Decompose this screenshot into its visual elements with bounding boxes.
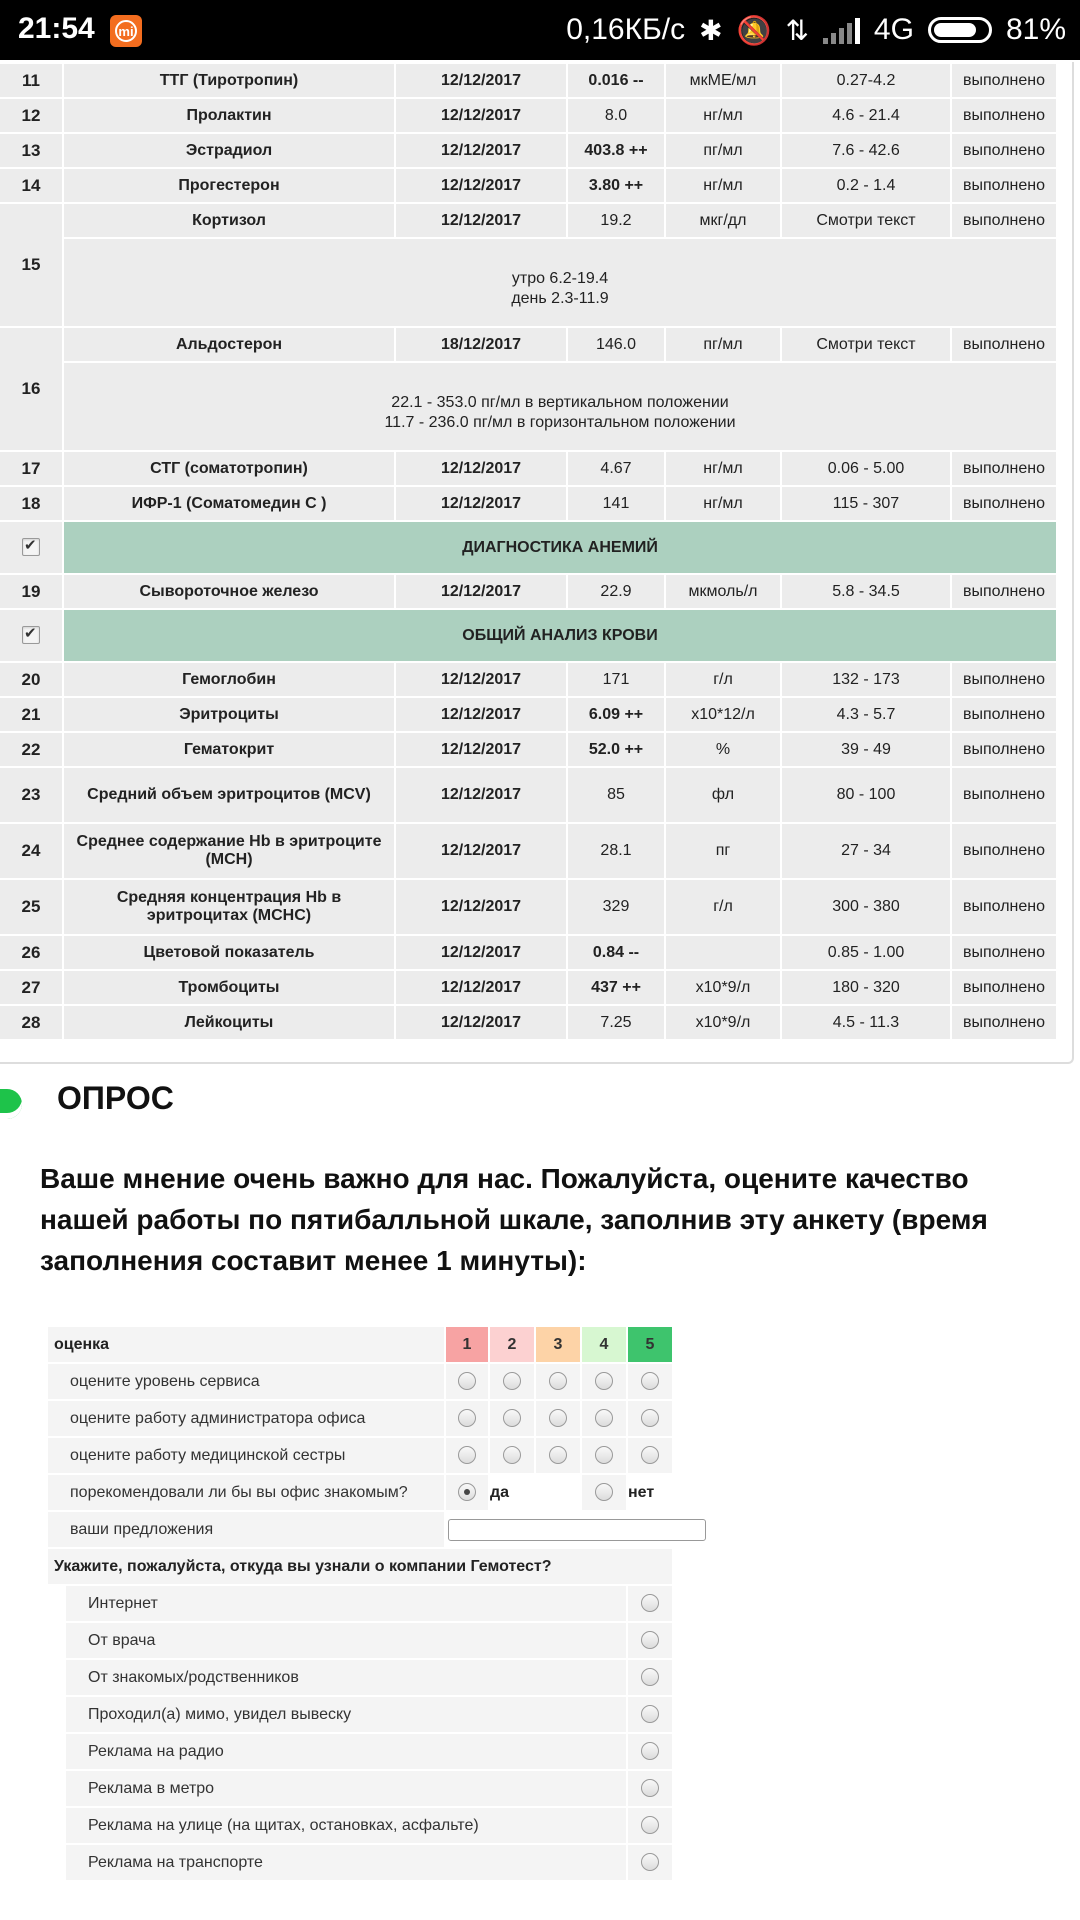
survey-title: ОПРОС <box>57 1080 174 1116</box>
test-reference: 0.06 - 5.00 <box>782 452 950 485</box>
test-date: 12/12/2017 <box>396 698 566 731</box>
note-line: день 2.3-11.9 <box>511 289 609 307</box>
table-row <box>0 487 1056 520</box>
test-status: выполнено <box>952 768 1056 822</box>
rating-radio-2[interactable] <box>503 1409 521 1427</box>
test-date: 12/12/2017 <box>396 936 566 969</box>
test-status: выполнено <box>952 733 1056 766</box>
recommend-yes-radio[interactable] <box>458 1483 476 1501</box>
rating-cell <box>446 1364 488 1399</box>
test-unit: фл <box>666 768 780 822</box>
scale-4: 4 <box>582 1327 626 1362</box>
source-option-row <box>48 1623 672 1658</box>
test-name: Эритроциты <box>64 698 394 731</box>
test-reference: Смотри текст <box>782 328 950 361</box>
section-row <box>0 610 1056 661</box>
table-row <box>0 328 1056 361</box>
section-title: ДИАГНОСТИКА АНЕМИЙ <box>64 522 1056 573</box>
rating-radio-1[interactable] <box>458 1372 476 1390</box>
source-radio[interactable] <box>641 1853 659 1871</box>
source-question: Укажите, пожалуйста, откуда вы узнали о компании Гемотест? <box>48 1549 672 1584</box>
battery-icon <box>928 17 992 43</box>
source-radio[interactable] <box>641 1816 659 1834</box>
row-number: 20 <box>0 663 62 696</box>
test-date: 12/12/2017 <box>396 768 566 822</box>
section-checkbox-cell <box>0 610 62 661</box>
test-status: выполнено <box>952 99 1056 132</box>
test-date: 12/12/2017 <box>396 487 566 520</box>
suggestions-row <box>48 1512 672 1547</box>
table-row <box>0 733 1056 766</box>
survey-form <box>46 1325 674 1882</box>
test-status: выполнено <box>952 971 1056 1004</box>
test-unit: x10*9/л <box>666 1006 780 1039</box>
row-number: 18 <box>0 487 62 520</box>
test-reference: 132 - 173 <box>782 663 950 696</box>
source-radio-cell <box>628 1734 672 1769</box>
test-date: 12/12/2017 <box>396 64 566 97</box>
survey-intro: Ваше мнение очень важно для нас. Пожалуйста, оцените качество нашей работы по пятибалльной шкале, заполнив эту анкету (время заполнения составит менее 1 минуты): <box>40 1163 988 1276</box>
test-value: 85 <box>568 768 664 822</box>
recommend-yes-label: да <box>490 1475 580 1510</box>
test-reference: 300 - 380 <box>782 880 950 934</box>
rating-question-row <box>48 1364 672 1399</box>
rating-cell <box>582 1438 626 1473</box>
test-name: ТТГ (Тиротропин) <box>64 64 394 97</box>
rating-question-label: оцените работу администратора офиса <box>48 1401 444 1436</box>
test-unit: мкг/дл <box>666 204 780 237</box>
test-name: Лейкоциты <box>64 1006 394 1039</box>
test-reference: 5.8 - 34.5 <box>782 575 950 608</box>
row-number: 15 <box>0 204 62 326</box>
source-option-label: Реклама в метро <box>48 1771 626 1806</box>
test-reference: 0.2 - 1.4 <box>782 169 950 202</box>
rating-radio-5[interactable] <box>641 1446 659 1464</box>
test-status: выполнено <box>952 1006 1056 1039</box>
test-date: 12/12/2017 <box>396 575 566 608</box>
test-reference: Смотри текст <box>782 204 950 237</box>
test-reference: 4.3 - 5.7 <box>782 698 950 731</box>
rating-cell <box>582 1364 626 1399</box>
rating-cell <box>446 1401 488 1436</box>
reference-note <box>64 363 1056 450</box>
network-type: 4G <box>873 13 914 46</box>
status-bar <box>0 0 1080 60</box>
source-question-row <box>48 1549 672 1584</box>
source-radio[interactable] <box>641 1668 659 1686</box>
test-reference: 180 - 320 <box>782 971 950 1004</box>
test-unit: нг/мл <box>666 169 780 202</box>
rating-cell <box>490 1364 534 1399</box>
test-date: 12/12/2017 <box>396 880 566 934</box>
test-name: Пролактин <box>64 99 394 132</box>
scale-2: 2 <box>490 1327 534 1362</box>
test-name: Кортизол <box>64 204 394 237</box>
note-row <box>0 363 1056 450</box>
test-value: 437 ++ <box>568 971 664 1004</box>
test-unit: мкМЕ/мл <box>666 64 780 97</box>
row-number: 12 <box>0 99 62 132</box>
test-name: Средняя концентрация Hb в эритроцитах (MCHC) <box>64 880 394 934</box>
table-row <box>0 824 1056 878</box>
test-unit: x10*12/л <box>666 698 780 731</box>
table-row <box>0 169 1056 202</box>
source-option-label: Реклама на радио <box>48 1734 626 1769</box>
test-value: 7.25 <box>568 1006 664 1039</box>
rating-radio-3[interactable] <box>549 1409 567 1427</box>
source-option-row <box>48 1771 672 1806</box>
rating-header-row <box>48 1327 672 1362</box>
rating-header: оценка <box>48 1327 444 1362</box>
source-radio-cell <box>628 1623 672 1658</box>
row-number: 23 <box>0 768 62 822</box>
row-number: 11 <box>0 64 62 97</box>
rating-cell <box>628 1364 672 1399</box>
test-status: выполнено <box>952 880 1056 934</box>
test-name: Цветовой показатель <box>64 936 394 969</box>
test-date: 12/12/2017 <box>396 733 566 766</box>
test-date: 12/12/2017 <box>396 99 566 132</box>
test-reference: 4.5 - 11.3 <box>782 1006 950 1039</box>
net-speed: 0,16КБ/с <box>566 13 686 46</box>
source-option-label: От врача <box>48 1623 626 1658</box>
test-status: выполнено <box>952 575 1056 608</box>
rating-cell <box>536 1401 580 1436</box>
source-radio-cell <box>628 1660 672 1695</box>
test-reference: 0.27-4.2 <box>782 64 950 97</box>
rating-radio-1[interactable] <box>458 1446 476 1464</box>
test-value: 141 <box>568 487 664 520</box>
rating-radio-4[interactable] <box>595 1446 613 1464</box>
row-number: 28 <box>0 1006 62 1039</box>
source-option-row <box>48 1808 672 1843</box>
test-value: 22.9 <box>568 575 664 608</box>
rating-question-label: оцените уровень сервиса <box>48 1364 444 1399</box>
table-row <box>0 452 1056 485</box>
row-number: 16 <box>0 328 62 450</box>
test-date: 12/12/2017 <box>396 452 566 485</box>
scale-3: 3 <box>536 1327 580 1362</box>
test-name: Среднее содержание Hb в эритроците (MCH) <box>64 824 394 878</box>
table-row <box>0 971 1056 1004</box>
yes-radio-cell <box>446 1475 488 1510</box>
rating-cell <box>628 1401 672 1436</box>
test-unit <box>666 936 780 969</box>
test-reference: 115 - 307 <box>782 487 950 520</box>
source-radio[interactable] <box>641 1779 659 1797</box>
table-row <box>0 768 1056 822</box>
test-status: выполнено <box>952 328 1056 361</box>
note-line: 11.7 - 236.0 пг/мл в горизонтальном положении <box>384 413 736 431</box>
test-unit: пг/мл <box>666 328 780 361</box>
test-date: 12/12/2017 <box>396 663 566 696</box>
scale-1: 1 <box>446 1327 488 1362</box>
table-row <box>0 99 1056 132</box>
test-unit: % <box>666 733 780 766</box>
source-radio-cell <box>628 1586 672 1621</box>
source-option-label: Проходил(а) мимо, увидел вывеску <box>48 1697 626 1732</box>
suggestions-label: ваши предложения <box>48 1512 444 1547</box>
test-reference: 0.85 - 1.00 <box>782 936 950 969</box>
test-value: 146.0 <box>568 328 664 361</box>
test-date: 12/12/2017 <box>396 134 566 167</box>
source-option-label: Реклама на транспорте <box>48 1845 626 1880</box>
test-value: 6.09 ++ <box>568 698 664 731</box>
note-line: 22.1 - 353.0 пг/мл в вертикальном положении <box>391 393 729 411</box>
rating-radio-4[interactable] <box>595 1372 613 1390</box>
source-radio[interactable] <box>641 1594 659 1612</box>
recommend-label: порекомендовали ли бы вы офис знакомым? <box>48 1475 444 1510</box>
reference-note <box>64 239 1056 326</box>
source-option-row <box>48 1845 672 1880</box>
test-value: 0.016 -- <box>568 64 664 97</box>
test-reference: 39 - 49 <box>782 733 950 766</box>
test-status: выполнено <box>952 134 1056 167</box>
source-radio-cell <box>628 1697 672 1732</box>
test-name: Гемоглобин <box>64 663 394 696</box>
row-number: 24 <box>0 824 62 878</box>
data-arrows-icon: ⇅ <box>785 14 809 46</box>
section-checkbox-cell <box>0 522 62 573</box>
test-name: Тромбоциты <box>64 971 394 1004</box>
section-checkbox[interactable] <box>22 538 40 556</box>
test-value: 0.84 -- <box>568 936 664 969</box>
mi-app-icon: mi <box>110 15 142 47</box>
recommend-no-radio[interactable] <box>595 1483 613 1501</box>
scale-5: 5 <box>628 1327 672 1362</box>
test-status: выполнено <box>952 487 1056 520</box>
recommend-row <box>48 1475 672 1510</box>
test-date: 12/12/2017 <box>396 169 566 202</box>
rating-cell <box>536 1364 580 1399</box>
section-title: ОБЩИЙ АНАЛИЗ КРОВИ <box>64 610 1056 661</box>
rating-cell <box>490 1401 534 1436</box>
test-value: 171 <box>568 663 664 696</box>
test-reference: 7.6 - 42.6 <box>782 134 950 167</box>
row-number: 14 <box>0 169 62 202</box>
survey-header <box>0 1080 400 1120</box>
test-value: 52.0 ++ <box>568 733 664 766</box>
test-status: выполнено <box>952 936 1056 969</box>
test-status: выполнено <box>952 64 1056 97</box>
row-number: 25 <box>0 880 62 934</box>
rating-radio-4[interactable] <box>595 1409 613 1427</box>
row-number: 13 <box>0 134 62 167</box>
test-value: 403.8 ++ <box>568 134 664 167</box>
test-status: выполнено <box>952 169 1056 202</box>
bluetooth-icon: ✱ <box>699 14 723 46</box>
row-number: 27 <box>0 971 62 1004</box>
source-option-row <box>48 1586 672 1621</box>
results-panel <box>0 62 1074 1064</box>
table-row <box>0 64 1056 97</box>
source-option-label: Интернет <box>48 1586 626 1621</box>
rating-cell <box>490 1438 534 1473</box>
test-unit: x10*9/л <box>666 971 780 1004</box>
clock: 21:54 <box>18 12 95 45</box>
rating-question-label: оцените работу медицинской сестры <box>48 1438 444 1473</box>
source-radio-cell <box>628 1771 672 1806</box>
rating-question-row <box>48 1438 672 1473</box>
section-row <box>0 522 1056 573</box>
rating-radio-3[interactable] <box>549 1446 567 1464</box>
test-status: выполнено <box>952 452 1056 485</box>
test-reference: 80 - 100 <box>782 768 950 822</box>
silent-bell-icon: 🔕 <box>736 14 772 46</box>
note-row <box>0 239 1056 326</box>
test-value: 19.2 <box>568 204 664 237</box>
table-row <box>0 936 1056 969</box>
source-radio-cell <box>628 1845 672 1880</box>
suggestions-input[interactable] <box>448 1519 706 1541</box>
recommend-no-label: нет <box>628 1475 672 1510</box>
test-unit: мкмоль/л <box>666 575 780 608</box>
test-unit: нг/мл <box>666 99 780 132</box>
test-name: Прогестерон <box>64 169 394 202</box>
test-value: 8.0 <box>568 99 664 132</box>
note-line: утро 6.2-19.4 <box>511 269 609 287</box>
test-value: 329 <box>568 880 664 934</box>
row-number: 19 <box>0 575 62 608</box>
table-row <box>0 204 1056 237</box>
row-number: 21 <box>0 698 62 731</box>
row-number: 17 <box>0 452 62 485</box>
table-row <box>0 134 1056 167</box>
source-option-row <box>48 1734 672 1769</box>
test-status: выполнено <box>952 824 1056 878</box>
test-name: Эстрадиол <box>64 134 394 167</box>
source-radio[interactable] <box>641 1631 659 1649</box>
test-reference: 27 - 34 <box>782 824 950 878</box>
test-unit: пг/мл <box>666 134 780 167</box>
test-date: 12/12/2017 <box>396 1006 566 1039</box>
source-radio-cell <box>628 1808 672 1843</box>
rating-radio-5[interactable] <box>641 1409 659 1427</box>
test-status: выполнено <box>952 698 1056 731</box>
section-checkbox[interactable] <box>22 626 40 644</box>
test-name: СТГ (соматотропин) <box>64 452 394 485</box>
table-row <box>0 575 1056 608</box>
no-radio-cell <box>582 1475 626 1510</box>
suggestions-cell <box>446 1512 672 1547</box>
table-row <box>0 1006 1056 1039</box>
test-date: 12/12/2017 <box>396 204 566 237</box>
battery-percent: 81% <box>1005 13 1066 46</box>
rating-cell <box>446 1438 488 1473</box>
rating-cell <box>536 1438 580 1473</box>
test-date: 12/12/2017 <box>396 824 566 878</box>
source-option-row <box>48 1660 672 1695</box>
test-name: Альдостерон <box>64 328 394 361</box>
source-option-label: От знакомых/родственников <box>48 1660 626 1695</box>
test-status: выполнено <box>952 663 1056 696</box>
source-option-label: Реклама на улице (на щитах, остановках, асфальте) <box>48 1808 626 1843</box>
test-unit: г/л <box>666 880 780 934</box>
status-icons <box>566 10 1066 50</box>
signal-icon <box>823 16 860 44</box>
test-value: 4.67 <box>568 452 664 485</box>
test-name: ИФР-1 (Соматомедин С ) <box>64 487 394 520</box>
rating-radio-2[interactable] <box>503 1446 521 1464</box>
table-row <box>0 663 1056 696</box>
row-number: 22 <box>0 733 62 766</box>
rating-radio-3[interactable] <box>549 1372 567 1390</box>
test-unit: пг <box>666 824 780 878</box>
source-option-row <box>48 1697 672 1732</box>
rating-radio-1[interactable] <box>458 1409 476 1427</box>
test-unit: г/л <box>666 663 780 696</box>
rating-question-row <box>48 1401 672 1436</box>
row-number: 26 <box>0 936 62 969</box>
rating-cell <box>628 1438 672 1473</box>
test-name: Гематокрит <box>64 733 394 766</box>
table-row <box>0 698 1056 731</box>
table-row <box>0 880 1056 934</box>
test-unit: нг/мл <box>666 452 780 485</box>
rating-radio-2[interactable] <box>503 1372 521 1390</box>
test-unit: нг/мл <box>666 487 780 520</box>
test-date: 18/12/2017 <box>396 328 566 361</box>
test-value: 3.80 ++ <box>568 169 664 202</box>
test-value: 28.1 <box>568 824 664 878</box>
results-table <box>0 62 1058 1041</box>
test-date: 12/12/2017 <box>396 971 566 1004</box>
survey-bullet-icon <box>0 1089 22 1119</box>
source-radio[interactable] <box>641 1705 659 1723</box>
rating-cell <box>582 1401 626 1436</box>
test-name: Сывороточное железо <box>64 575 394 608</box>
rating-radio-5[interactable] <box>641 1372 659 1390</box>
test-name: Средний объем эритроцитов (MCV) <box>64 768 394 822</box>
test-status: выполнено <box>952 204 1056 237</box>
source-radio[interactable] <box>641 1742 659 1760</box>
test-reference: 4.6 - 21.4 <box>782 99 950 132</box>
